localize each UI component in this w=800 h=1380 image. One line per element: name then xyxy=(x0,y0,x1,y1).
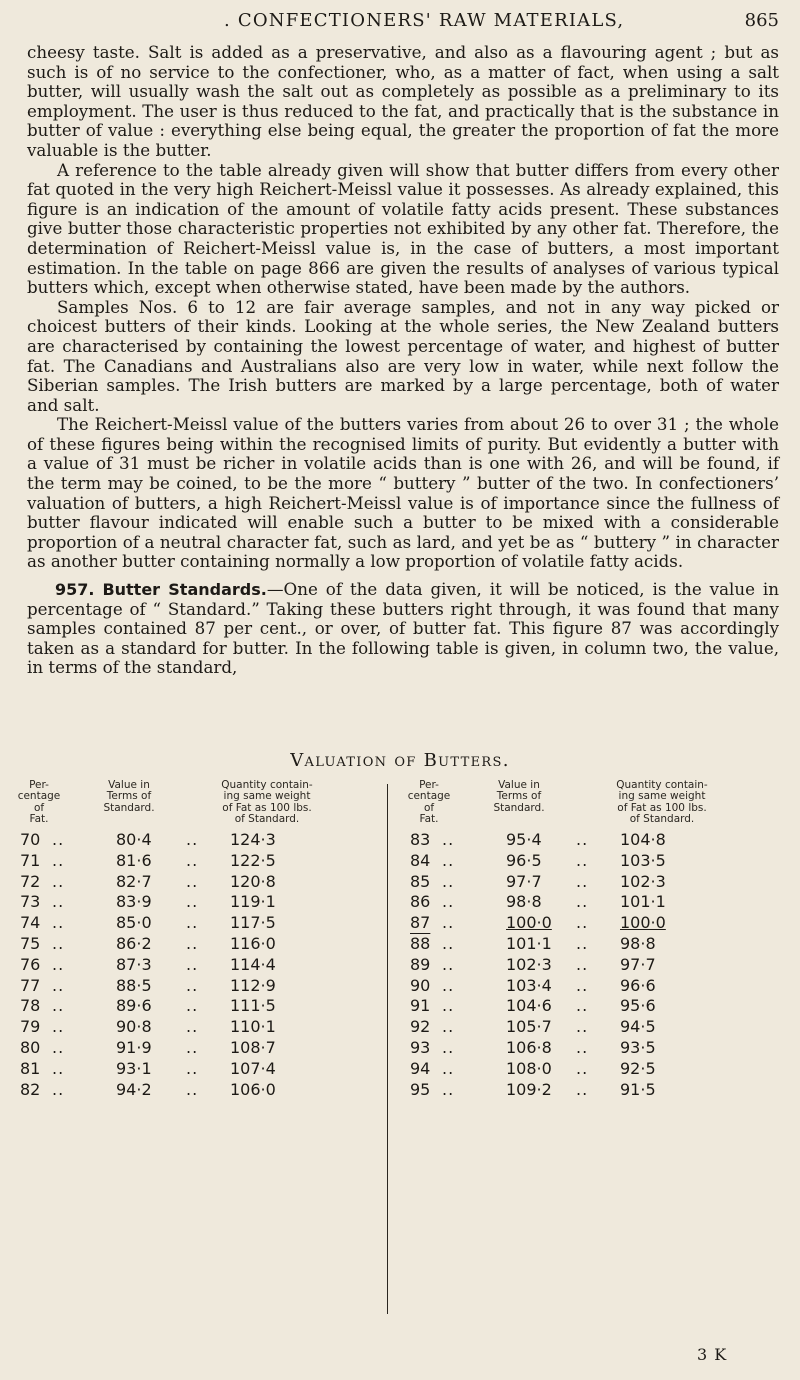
table-row xyxy=(14,934,374,955)
leader-dots: .. xyxy=(52,933,65,953)
cell-standard-value: 98·8 xyxy=(506,892,542,912)
cell-standard-value: 97·7 xyxy=(506,871,542,891)
leader-dots: .. xyxy=(186,975,199,995)
cell-percentage: 85 xyxy=(410,871,431,891)
cell-quantity: 117·5 xyxy=(230,913,276,933)
leader-dots: .. xyxy=(576,1017,589,1037)
leader-dots: .. xyxy=(186,850,199,870)
body-text xyxy=(27,43,779,678)
leader-dots: .. xyxy=(52,830,65,849)
leader-dots: .. xyxy=(442,871,455,891)
cell-quantity: 122·5 xyxy=(230,850,276,870)
cell-percentage: 94 xyxy=(410,1058,431,1078)
leader-dots: .. xyxy=(576,830,589,849)
header-value-standard: Value in Terms of Standard. xyxy=(103,779,155,814)
leader-dots: .. xyxy=(442,996,455,1016)
cell-percentage: 92 xyxy=(410,1017,431,1037)
leader-dots: .. xyxy=(186,913,199,933)
cell-quantity: 112·9 xyxy=(230,975,276,995)
leader-dots: .. xyxy=(576,954,589,974)
cell-quantity: 92·5 xyxy=(620,1058,656,1078)
cell-percentage: 88 xyxy=(410,933,431,953)
cell-standard-value: 93·1 xyxy=(116,1058,152,1078)
cell-standard-value: 87·3 xyxy=(116,954,152,974)
table-row xyxy=(404,1080,764,1101)
table-row xyxy=(14,892,374,913)
cell-percentage: 77 xyxy=(20,975,41,995)
cell-percentage: 70 xyxy=(20,830,41,849)
cell-standard-value: 94·2 xyxy=(116,1079,152,1099)
cell-quantity: 94·5 xyxy=(620,1017,656,1037)
leader-dots: .. xyxy=(52,1058,65,1078)
table-row xyxy=(404,913,764,934)
leader-dots: .. xyxy=(186,1037,199,1057)
paragraph: The Reichert-Meissl value of the butters varies from about 26 to over 31 ; the whole of these figures being within the recognised limits of purity. But evidently a butter with a value of 31 must be richer in volatile acids than is one with 26, and will be found, if the term may be coined, to be the more “ buttery ” butter of the two. In confectioners’ valuation of butters, a high Reichert-Meissl value is of importance since the fullness of butter flavour indicated will enable such a butter to be mixed with a considerable proportion of a neutral character fat, such as lard, and yet be as “ buttery ” in character as another butter containing normally a low proportion of volatile fatty acids. xyxy=(27,414,779,572)
table-row xyxy=(14,851,374,872)
table-row xyxy=(404,1017,764,1038)
leader-dots: .. xyxy=(442,954,455,974)
cell-standard-value: 85·0 xyxy=(116,913,152,933)
section-title: Butter Standards. xyxy=(102,580,267,600)
leader-dots: .. xyxy=(576,850,589,870)
leader-dots: .. xyxy=(442,1058,455,1078)
leader-dots: .. xyxy=(186,830,199,849)
table-rows-right xyxy=(404,830,764,1100)
header-quantity: Quantity contain- ing same weight of Fat as 100 lbs. of Standard. xyxy=(221,779,313,826)
cell-percentage: 71 xyxy=(20,850,41,870)
table-row xyxy=(404,851,764,872)
section-paragraph xyxy=(27,580,779,678)
cell-standard-value: 90·8 xyxy=(116,1017,152,1037)
leader-dots: .. xyxy=(576,996,589,1016)
cell-quantity: 110·1 xyxy=(230,1017,276,1037)
table-row xyxy=(404,830,764,851)
cell-quantity: 91·5 xyxy=(620,1079,656,1099)
section-text: —One of the data given, it will be noticed, is the value in percentage of “ Standard.” Taking these butters right through, it was found that many samples contained 87 per cent., or over, of butter fat. This figure 87 was accordingly taken as a standard for butter. In the following table is given, in column two, the value, in terms of the standard, xyxy=(27,579,780,678)
cell-standard-value: 109·2 xyxy=(506,1079,552,1099)
cell-standard-value: 96·5 xyxy=(506,850,542,870)
leader-dots: .. xyxy=(52,1079,65,1099)
table-row xyxy=(404,1038,764,1059)
leader-dots: .. xyxy=(442,892,455,912)
cell-standard-value: 106·8 xyxy=(506,1037,552,1057)
cell-percentage: 75 xyxy=(20,933,41,953)
cell-standard-value: 103·4 xyxy=(506,975,552,995)
cell-standard-value: 101·1 xyxy=(506,933,552,953)
leader-dots: .. xyxy=(442,850,455,870)
cell-percentage: 86 xyxy=(410,892,431,912)
cell-percentage: 81 xyxy=(20,1058,41,1078)
cell-percentage: 78 xyxy=(20,996,41,1016)
paragraph: A reference to the table already given will show that butter differs from every other fat quoted in the very high Reichert-Meissl value it possesses. As already explained, this figure is an indication of the amount of volatile fatty acids present. These substances give butter those characteristic properties not exhibited by any other fat. Therefore, the determination of Reichert-Meissl value is, in the case of butters, a most important estimation. In the table on page 866 are given the results of analyses of various typical butters which, except when otherwise stated, have been made by the authors. xyxy=(27,159,779,298)
leader-dots: .. xyxy=(186,954,199,974)
page-number: 865 xyxy=(744,10,779,31)
table-row xyxy=(14,830,374,851)
cell-quantity: 95·6 xyxy=(620,996,656,1016)
table-row xyxy=(14,976,374,997)
cell-percentage: 82 xyxy=(20,1079,41,1099)
paragraph: cheesy taste. Salt is added as a preservative, and also as a flavouring agent ; but as such is of no service to the confectioner, who, as a matter of fact, when using a salt butter, will usually wash the salt out as completely as possible as a preliminary to its employment. The user is thus reduced to the fat, and practically that is the substance in butter of value : everything else being equal, the greater the proportion of fat the more valuable is the butter. xyxy=(27,42,779,160)
table-row xyxy=(14,1080,374,1101)
header-percentage-fat: Per- centage of Fat. xyxy=(407,779,451,826)
leader-dots: .. xyxy=(576,975,589,995)
cell-quantity: 119·1 xyxy=(230,892,276,912)
leader-dots: .. xyxy=(52,1037,65,1057)
leader-dots: .. xyxy=(52,954,65,974)
section-number: 957. xyxy=(55,580,95,600)
leader-dots: .. xyxy=(52,850,65,870)
cell-quantity: 114·4 xyxy=(230,954,276,974)
cell-standard-value: 104·6 xyxy=(506,996,552,1016)
cell-percentage: 72 xyxy=(20,871,41,891)
cell-quantity: 116·0 xyxy=(230,933,276,953)
table-row xyxy=(404,934,764,955)
leader-dots: .. xyxy=(186,871,199,891)
cell-quantity: 101·1 xyxy=(620,892,666,912)
leader-dots: .. xyxy=(186,892,199,912)
cell-quantity: 108·7 xyxy=(230,1037,276,1057)
cell-quantity: 102·3 xyxy=(620,871,666,891)
cell-percentage: 83 xyxy=(410,830,431,849)
cell-standard-value: 100·0 xyxy=(506,913,552,933)
leader-dots: .. xyxy=(52,1017,65,1037)
leader-dots: .. xyxy=(52,892,65,912)
cell-percentage: 74 xyxy=(20,913,41,933)
table-row xyxy=(14,1038,374,1059)
cell-percentage: 87 xyxy=(410,913,431,933)
cell-quantity: 98·8 xyxy=(620,933,656,953)
cell-standard-value: 88·5 xyxy=(116,975,152,995)
valuation-table xyxy=(14,780,774,1340)
cell-quantity: 97·7 xyxy=(620,954,656,974)
leader-dots: .. xyxy=(576,892,589,912)
cell-quantity: 104·8 xyxy=(620,830,666,849)
cell-quantity: 106·0 xyxy=(230,1079,276,1099)
cell-standard-value: 86·2 xyxy=(116,933,152,953)
leader-dots: .. xyxy=(52,871,65,891)
leader-dots: .. xyxy=(52,975,65,995)
table-row xyxy=(14,872,374,893)
header-value-standard: Value in Terms of Standard. xyxy=(493,779,545,814)
table-row xyxy=(14,913,374,934)
leader-dots: .. xyxy=(186,1058,199,1078)
table-rows-left xyxy=(14,830,374,1100)
table-half-right xyxy=(404,780,764,1320)
leader-dots: .. xyxy=(576,1037,589,1057)
cell-standard-value: 108·0 xyxy=(506,1058,552,1078)
cell-quantity: 96·6 xyxy=(620,975,656,995)
cell-standard-value: 89·6 xyxy=(116,996,152,1016)
table-row xyxy=(404,976,764,997)
cell-standard-value: 95·4 xyxy=(506,830,542,849)
leader-dots: .. xyxy=(442,1037,455,1057)
table-row xyxy=(14,955,374,976)
leader-dots: .. xyxy=(442,1017,455,1037)
cell-standard-value: 102·3 xyxy=(506,954,552,974)
cell-percentage: 79 xyxy=(20,1017,41,1037)
leader-dots: .. xyxy=(576,933,589,953)
header-percentage-fat: Per- centage of Fat. xyxy=(17,779,61,826)
cell-standard-value: 91·9 xyxy=(116,1037,152,1057)
paragraph: Samples Nos. 6 to 12 are fair average samples, and not in any way picked or choicest butters of their kinds. Looking at the whole series, the New Zealand butters are characterised by containing the lowest percentage of water, and highest of butter fat. The Canadians and Australians also are very low in water, while next follow the Siberian samples. The Irish butters are marked by a large percentage, both of water and salt. xyxy=(27,296,779,415)
column-divider xyxy=(387,784,388,1314)
cell-quantity: 120·8 xyxy=(230,871,276,891)
leader-dots: .. xyxy=(576,1079,589,1099)
table-half-left xyxy=(14,780,374,1320)
leader-dots: .. xyxy=(442,975,455,995)
table-row xyxy=(404,892,764,913)
cell-percentage: 84 xyxy=(410,850,431,870)
leader-dots: .. xyxy=(186,1017,199,1037)
leader-dots: .. xyxy=(442,933,455,953)
table-row xyxy=(404,872,764,893)
cell-percentage: 91 xyxy=(410,996,431,1016)
cell-standard-value: 81·6 xyxy=(116,850,152,870)
cell-quantity: 100·0 xyxy=(620,913,666,933)
leader-dots: .. xyxy=(442,913,455,933)
leader-dots: .. xyxy=(52,913,65,933)
leader-dots: .. xyxy=(52,996,65,1016)
cell-quantity: 93·5 xyxy=(620,1037,656,1057)
table-row xyxy=(14,996,374,1017)
table-row xyxy=(14,1017,374,1038)
cell-percentage: 76 xyxy=(20,954,41,974)
table-row xyxy=(404,955,764,976)
signature-mark: 3 K xyxy=(697,1345,728,1364)
leader-dots: .. xyxy=(442,830,455,849)
table-row xyxy=(404,996,764,1017)
leader-dots: .. xyxy=(576,1058,589,1078)
leader-dots: .. xyxy=(186,996,199,1016)
leader-dots: .. xyxy=(576,871,589,891)
cell-standard-value: 82·7 xyxy=(116,871,152,891)
cell-percentage: 89 xyxy=(410,954,431,974)
cell-percentage: 80 xyxy=(20,1037,41,1057)
cell-standard-value: 105·7 xyxy=(506,1017,552,1037)
cell-quantity: 103·5 xyxy=(620,850,666,870)
table-row xyxy=(404,1059,764,1080)
leader-dots: .. xyxy=(576,913,589,933)
table-title: Valuation of Butters. xyxy=(290,750,510,771)
cell-percentage: 90 xyxy=(410,975,431,995)
cell-quantity: 107·4 xyxy=(230,1058,276,1078)
leader-dots: .. xyxy=(186,933,199,953)
table-row xyxy=(14,1059,374,1080)
running-title: . CONFECTIONERS' RAW MATERIALS, xyxy=(224,10,625,31)
cell-quantity: 124·3 xyxy=(230,830,276,849)
leader-dots: .. xyxy=(186,1079,199,1099)
cell-standard-value: 83·9 xyxy=(116,892,152,912)
header-quantity: Quantity contain- ing same weight of Fat as 100 lbs. of Standard. xyxy=(616,779,708,826)
cell-percentage: 73 xyxy=(20,892,41,912)
cell-percentage: 95 xyxy=(410,1079,431,1099)
leader-dots: .. xyxy=(442,1079,455,1099)
cell-percentage: 93 xyxy=(410,1037,431,1057)
cell-quantity: 111·5 xyxy=(230,996,276,1016)
running-head xyxy=(0,10,800,36)
cell-standard-value: 80·4 xyxy=(116,830,152,849)
